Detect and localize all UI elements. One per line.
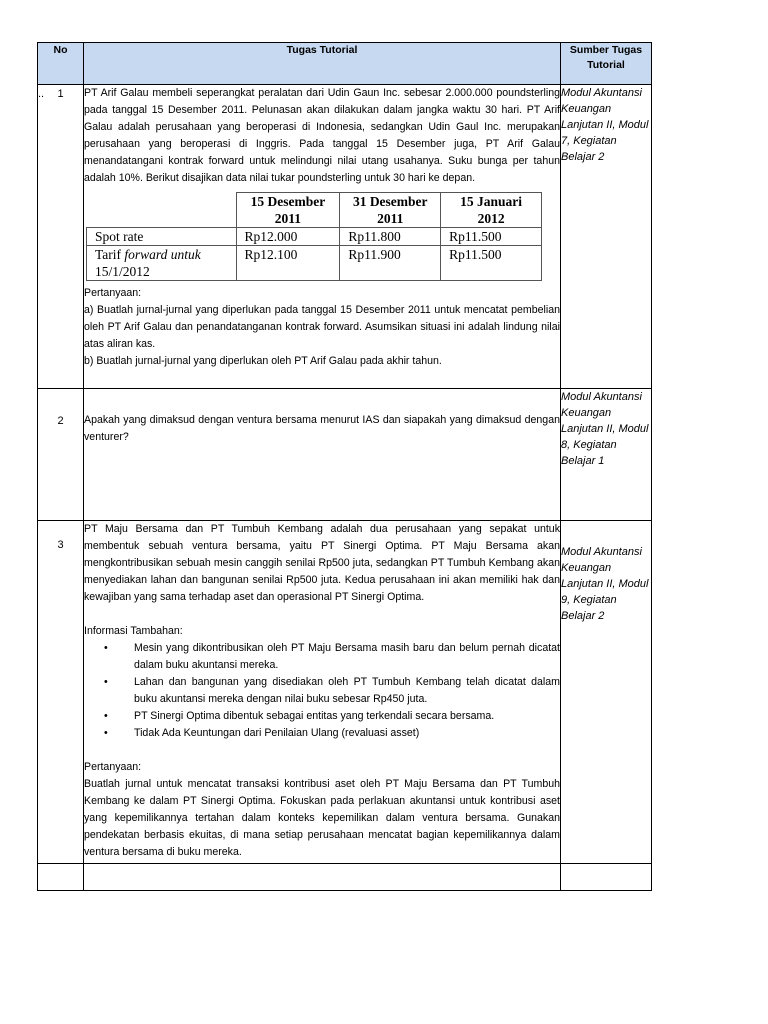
question-a: a) Buatlah jurnal-jurnal yang diperlukan pada tanggal 15 Desember 2011 untuk mencatat pembelian oleh PT Arif Galau dan penandatanganan kontrak forward. Asumsikan situasi ini adalah lindung nilai atas aliran kas. <box>84 304 560 350</box>
task-cell <box>84 389 561 521</box>
list-item: • Tidak Ada Keuntungan dari Penilaian Ulang (revaluasi asset) <box>126 725 560 742</box>
header-source: Sumber Tugas Tutorial <box>561 43 652 85</box>
row-marker: .. <box>38 88 45 100</box>
header-task: Tugas Tutorial <box>84 43 561 85</box>
exchange-rate-table <box>86 192 542 281</box>
rate-row-label: Tarif forward untuk 15/1/2012 <box>87 246 237 281</box>
rate-header-date: 15 Januari 2012 <box>441 193 542 228</box>
task-row-3 <box>38 521 652 864</box>
rate-value: Rp12.000 <box>236 228 340 246</box>
row-number-cell <box>38 85 84 389</box>
task-row-2 <box>38 389 652 521</box>
empty-cell <box>38 864 84 891</box>
question-b: b) Buatlah jurnal-jurnal yang diperlukan oleh PT Arif Galau pada akhir tahun. <box>84 355 442 367</box>
list-item: • Mesin yang dikontribusikan oleh PT Maju Bersama masih baru dan belum pernah dicatat dalam buku akuntansi mereka. <box>126 640 560 674</box>
empty-cell <box>84 864 561 891</box>
empty-row <box>38 864 652 891</box>
rate-table-corner <box>87 193 237 228</box>
question-label: Pertanyaan: <box>84 287 142 299</box>
row-number: 3 <box>57 539 64 551</box>
task-cell <box>84 521 561 864</box>
rate-value: Rp11.500 <box>441 246 542 281</box>
list-item: • Lahan dan bangunan yang disediakan oleh PT Tumbuh Kembang telah dicatat dalam buku akuntansi mereka dengan nilai buku sebesar Rp450 juta. <box>126 674 560 708</box>
info-list <box>84 640 560 742</box>
source-cell: Modul Akuntansi Keuangan Lanjutan II, Modul 7, Kegiatan Belajar 2 <box>561 85 652 389</box>
rate-value: Rp11.900 <box>340 246 441 281</box>
empty-cell <box>561 864 652 891</box>
header-row <box>38 43 652 85</box>
task-intro: PT Arif Galau membeli seperangkat peralatan dari Udin Gaun Inc. sebesar 2.000.000 poundsterling pada tanggal 15 Desember 2011. Pelunasan akan dilakukan dalam jangka waktu 30 hari. PT Arif Galau adalah perusahaan yang beroperasi di Indonesia, sedangkan Udin Gaul Inc. merupakan perusahaan yang beroperasi di Inggris. Pada tanggal 15 Desember juga, PT Arif Galau menandatangani kontrak forward untuk melindungi nilai utang usahanya. Suku bunga per tahun adalah 10%. Berikut disajikan data nilai tukar poundsterling untuk 30 hari ke depan. <box>84 87 560 184</box>
source-cell: Modul Akuntansi Keuangan Lanjutan II, Modul 9, Kegiatan Belajar 2 <box>561 521 652 864</box>
task-intro: PT Maju Bersama dan PT Tumbuh Kembang adalah dua perusahaan yang sepakat untuk membentuk sebuah ventura bersama, yaitu PT Sinergi Optima. PT Maju Bersama akan mengkontribusikan sebuah mesin canggih senilai Rp500 juta, sedangkan PT Tumbuh Kembang akan menyediakan lahan dan bangunan senilai Rp500 juta. Kedua perusahaan ini akan memiliki hak dan kewajiban yang sama terhadap aset dan operasional PT Sinergi Optima. <box>84 523 560 603</box>
task-row-1 <box>38 85 652 389</box>
rate-value: Rp11.500 <box>441 228 542 246</box>
task-question: Apakah yang dimaksud dengan ventura bersama menurut IAS dan siapakah yang dimaksud dengan venturer? <box>84 414 560 443</box>
tutorial-task-table <box>37 42 652 891</box>
rate-value: Rp11.800 <box>340 228 441 246</box>
info-label: Informasi Tambahan: <box>84 625 183 637</box>
row-number-cell <box>38 389 84 521</box>
question-label: Pertanyaan: <box>84 761 142 773</box>
rate-row-label: Spot rate <box>87 228 237 246</box>
rate-header-date: 31 Desember 2011 <box>340 193 441 228</box>
list-item: • PT Sinergi Optima dibentuk sebagai entitas yang terkendali secara bersama. <box>126 708 560 725</box>
task-cell <box>84 85 561 389</box>
source-cell: Modul Akuntansi Keuangan Lanjutan II, Modul 8, Kegiatan Belajar 1 <box>561 389 652 521</box>
row-number: 1 <box>57 88 64 100</box>
header-no: No <box>38 43 84 85</box>
rate-header-date: 15 Desember 2011 <box>236 193 340 228</box>
rate-value: Rp12.100 <box>236 246 340 281</box>
row-number: 2 <box>57 415 64 427</box>
task-question: Buatlah jurnal untuk mencatat transaksi kontribusi aset oleh PT Maju Bersama dan PT Tumbuh Kembang ke dalam PT Sinergi Optima. Fokuskan pada perlakuan akuntansi untuk kontribusi aset yang kepemilikannya tertahan dalam konteks kepemilikan dalam ventura bersama. Gunakan pendekatan berbasis ekuitas, di mana setiap perusahaan mencatat bagian kepemilikannya dalam ventura bersama di buku mereka. <box>84 778 560 858</box>
row-number-cell <box>38 521 84 864</box>
